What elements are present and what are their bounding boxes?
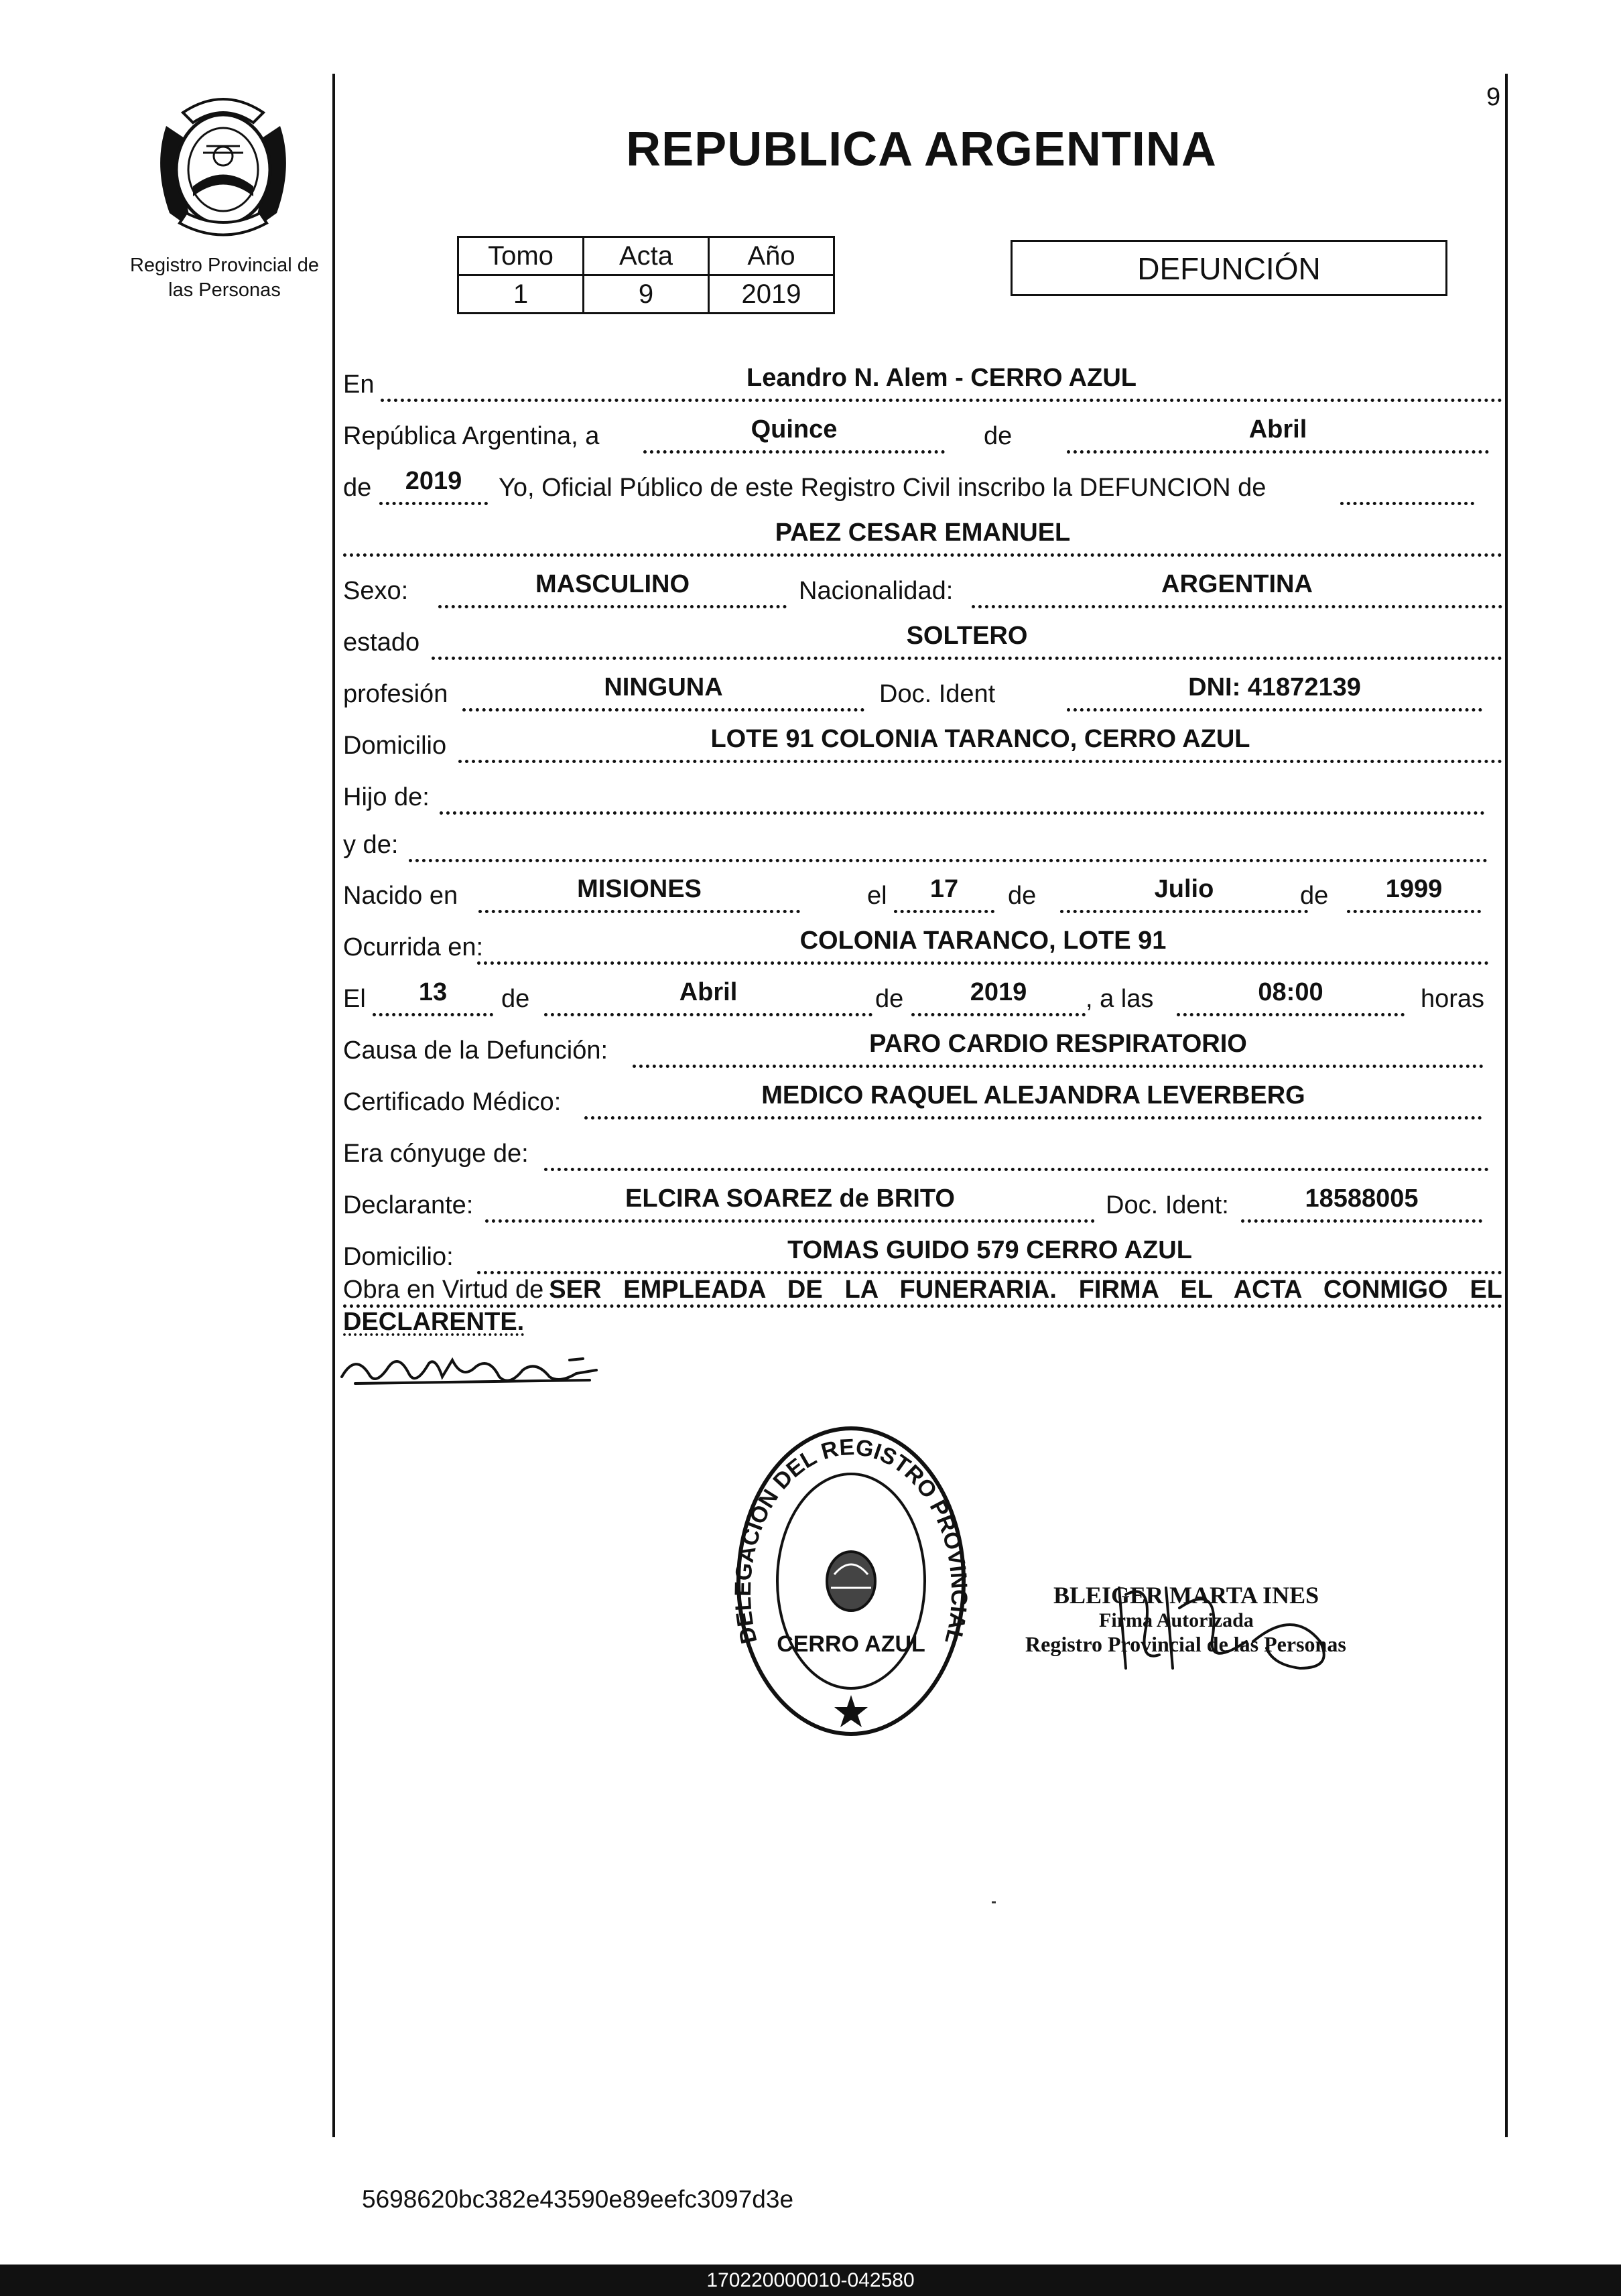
row-conyuge — [343, 1131, 1502, 1171]
label-ocurrida-en: Ocurrida en: — [343, 933, 484, 961]
official-office: Registro Provincial de las Personas — [1025, 1632, 1346, 1656]
field-y-de — [409, 823, 1488, 862]
field-def-mes: Abril — [544, 977, 872, 1016]
label-yo: Yo, Oficial Público de este Registro Civil inscribo la DEFUNCION de — [499, 474, 1267, 502]
field-conyuge — [544, 1132, 1489, 1171]
label-de-anio: de — [343, 474, 372, 502]
row-certificado — [343, 1079, 1502, 1120]
label-de-nac-mes: de — [1008, 882, 1037, 910]
label-conyuge: Era cónyuge de: — [343, 1140, 529, 1168]
row-declarante — [343, 1183, 1502, 1223]
anio-header: Año — [709, 237, 834, 275]
field-def-hora: 08:00 — [1177, 977, 1405, 1016]
field-lugar: Leandro N. Alem - CERRO AZUL — [381, 363, 1502, 402]
row-nacido — [343, 873, 1502, 913]
row-fecha — [343, 413, 1502, 454]
label-domicilio: Domicilio — [343, 732, 447, 760]
label-en: En — [343, 370, 375, 399]
label-de-def-mes: de — [501, 985, 530, 1013]
left-margin-line — [332, 74, 335, 2137]
row-fecha-defuncion — [343, 976, 1502, 1016]
label-el-upper: El — [343, 985, 366, 1013]
scan-speck — [992, 1901, 996, 1903]
province-logo — [153, 86, 294, 247]
field-mes: Abril — [1067, 415, 1489, 454]
field-blank-yo — [1340, 466, 1474, 505]
tomo-value: 1 — [458, 275, 584, 314]
field-declarante-domicilio: TOMAS GUIDO 579 CERRO AZUL — [477, 1235, 1502, 1274]
official-signature — [1099, 1568, 1354, 1682]
label-el: el — [867, 882, 887, 910]
record-table — [457, 236, 835, 314]
declarant-signature — [335, 1340, 617, 1404]
field-nacionalidad: ARGENTINA — [972, 569, 1502, 608]
row-ocurrida — [343, 925, 1502, 965]
row-y-de — [343, 822, 1502, 862]
field-nacido-anio: 1999 — [1347, 874, 1481, 913]
label-sexo: Sexo: — [343, 577, 409, 605]
row-domicilio — [343, 723, 1502, 763]
field-certificado: MEDICO RAQUEL ALEJANDRA LEVERBERG — [584, 1081, 1482, 1120]
field-nacido-dia: 17 — [894, 874, 994, 913]
label-doc-ident: Doc. Ident — [879, 680, 996, 708]
label-de-nac-anio: de — [1300, 882, 1329, 910]
page-number: 9 — [1486, 83, 1501, 111]
row-lugar — [343, 362, 1502, 402]
field-nacido-en: MISIONES — [478, 874, 800, 913]
acta-header: Acta — [584, 237, 709, 275]
label-nacido-en: Nacido en — [343, 882, 458, 910]
field-domicilio: LOTE 91 COLONIA TARANCO, CERRO AZUL — [458, 724, 1502, 763]
label-doc-ident-declarante: Doc. Ident: — [1106, 1191, 1229, 1219]
registry-stamp — [730, 1420, 972, 1745]
label-estado: estado — [343, 628, 420, 657]
document-hash: 5698620bc382e43590e89eefc3097d3e — [362, 2185, 794, 2213]
label-de: de — [984, 422, 1013, 450]
field-def-dia: 13 — [373, 977, 493, 1016]
tomo-header: Tomo — [458, 237, 584, 275]
label-domicilio-declarante: Domicilio: — [343, 1243, 454, 1271]
label-republica: República Argentina, a — [343, 422, 600, 450]
official-role: Firma Autorizada — [1099, 1609, 1254, 1631]
label-certificado: Certificado Médico: — [343, 1088, 562, 1116]
barcode-strip: 170220000010-042580 — [0, 2265, 1621, 2296]
field-profesion: NINGUNA — [462, 673, 864, 712]
label-nacionalidad: Nacionalidad: — [799, 577, 954, 605]
field-def-anio: 2019 — [911, 977, 1086, 1016]
field-ocurrida-en: COLONIA TARANCO, LOTE 91 — [477, 926, 1489, 965]
organization-line-1: Registro Provincial de — [129, 255, 320, 276]
field-obra-line-1: SER EMPLEADA DE LA FUNERARIA. FIRMA EL ACTA CONMIGO EL — [549, 1276, 1502, 1304]
label-a-las: , a las — [1086, 985, 1154, 1013]
label-obra: Obra en Virtud de — [343, 1276, 544, 1304]
row-nombre — [343, 517, 1502, 557]
field-obra-line-2: DECLARENTE. — [343, 1308, 525, 1336]
official-block — [1025, 1581, 1374, 1657]
acta-value: 9 — [584, 275, 709, 314]
svg-text:DELEGACION DEL REGISTRO PROVIN — [730, 1420, 972, 1646]
field-hijo-de — [440, 776, 1485, 815]
row-profesion — [343, 671, 1502, 712]
field-causa: PARO CARDIO RESPIRATORIO — [633, 1029, 1484, 1068]
stamp-inner-text: CERRO AZUL — [777, 1631, 925, 1657]
organization-name — [114, 253, 335, 303]
obra-section — [343, 1273, 1502, 1343]
row-hijo-de — [343, 774, 1502, 815]
row-estado — [343, 620, 1502, 660]
label-causa: Causa de la Defunción: — [343, 1036, 608, 1065]
row-sexo — [343, 568, 1502, 608]
page-title: REPUBLICA ARGENTINA — [626, 123, 1217, 176]
field-sexo: MASCULINO — [438, 569, 787, 608]
stamp-ring-text: DELEGACION DEL REGISTRO PROVINCIAL — [730, 1434, 972, 1647]
row-anio — [343, 465, 1502, 505]
organization-line-2: las Personas — [168, 279, 281, 301]
field-nombre: PAEZ CESAR EMANUEL — [343, 518, 1502, 557]
label-declarante: Declarante: — [343, 1191, 474, 1219]
row-declarante-domicilio — [343, 1234, 1502, 1274]
field-declarante: ELCIRA SOAREZ de BRITO — [485, 1184, 1095, 1223]
label-de-def-anio: de — [875, 985, 904, 1013]
field-estado: SOLTERO — [432, 621, 1502, 660]
label-profesion: profesión — [343, 680, 448, 708]
field-nacido-mes: Julio — [1060, 874, 1308, 913]
label-hijo-de: Hijo de: — [343, 783, 430, 811]
right-margin-line — [1505, 74, 1508, 2137]
field-declarante-doc: 18588005 — [1241, 1184, 1482, 1223]
record-type-box: DEFUNCIÓN — [1011, 240, 1447, 296]
official-name: BLEIGER MARTA INES — [1053, 1582, 1319, 1609]
label-y-de: y de: — [343, 831, 399, 859]
anio-value: 2019 — [709, 275, 834, 314]
field-dia-letras: Quince — [643, 415, 945, 454]
label-horas: horas — [1421, 985, 1485, 1013]
field-anio: 2019 — [379, 466, 488, 505]
field-doc-ident: DNI: 41872139 — [1067, 673, 1482, 712]
row-causa — [343, 1028, 1502, 1068]
